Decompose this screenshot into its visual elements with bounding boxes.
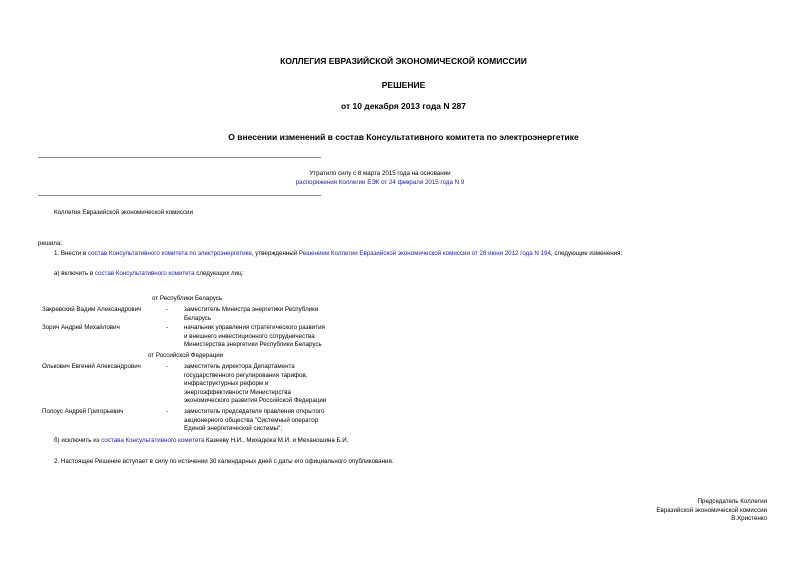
committee-composition-link-b[interactable]: состава Консультативного комитета	[101, 437, 205, 444]
member-name: Олькович Евгений Александрович	[42, 363, 141, 370]
member-name: Полоус Андрей Григорьевич	[42, 408, 124, 415]
signature-line: Евразийской экономической комиссии	[656, 506, 767, 514]
sub-item-b-prefix: б) исключить из	[54, 437, 102, 444]
sub-item-a-suffix: следующих лиц:	[194, 270, 244, 277]
member-dash: -	[166, 363, 169, 370]
position-line: государственного регулирования тарифов,	[184, 371, 308, 379]
organization-title: КОЛЛЕГИЯ ЕВРАЗИЙСКОЙ ЭКОНОМИЧЕСКОЙ КОМИССИИ	[280, 56, 527, 66]
position-line: Единой энергетической системы";	[184, 425, 282, 433]
status-bottom-divider	[38, 195, 321, 196]
status-repeal-link[interactable]: распоряжения Коллегии ЕЭК от 24 февраля 2015 года N 9	[295, 179, 465, 186]
status-top-divider	[38, 157, 321, 158]
position-line: Министерства энергетики Республики Беларусь	[184, 341, 322, 349]
sub-item-b-suffix: Казееву Н.И., Михадюка М.И. и Механошина Б.И.	[204, 437, 349, 444]
signature-block	[656, 498, 767, 524]
decided-label: решила:	[38, 240, 63, 247]
member-position	[184, 306, 318, 323]
sub-item-b	[54, 437, 348, 446]
member-dash: -	[166, 408, 169, 415]
member-position	[184, 363, 326, 406]
position-line: заместитель директора Департамента	[184, 363, 295, 370]
item-1	[54, 250, 622, 259]
status-text: Утратило силу с 8 марта 2015 года на основании	[309, 170, 451, 177]
item-2: 2. Настоящее Решение вступает в силу по истечении 30 календарных дней с даты его официального опубликования.	[54, 458, 394, 465]
member-dash: -	[166, 324, 169, 331]
document-date-number: от 10 декабря 2013 года N 287	[340, 101, 467, 111]
decision-194-link[interactable]: Решением Коллегии Евразийской экономической комиссии от 28 июня 2012 года N 194	[298, 250, 551, 257]
member-name: Зорич Андрей Михайлович	[42, 324, 120, 331]
position-line: экономического развития Российской Федерации	[184, 397, 327, 405]
position-line: и внешнего инвестиционного сотрудничества	[184, 332, 315, 340]
sub-item-a	[54, 270, 243, 279]
position-line: Беларусь	[184, 314, 212, 322]
member-dash: -	[166, 306, 169, 313]
position-line: инфраструктурных реформ и	[184, 380, 269, 388]
member-position	[184, 408, 325, 434]
position-line: энергоэффективности Министерства	[184, 388, 291, 396]
member-position	[184, 324, 325, 350]
position-line: начальник управления стратегического развития	[184, 324, 325, 331]
position-line: заместитель Министра энергетики Республики	[184, 306, 319, 313]
item-1-middle: , утвержденный	[251, 250, 299, 257]
signature-name: В.Христенко	[731, 515, 767, 523]
country-heading-belarus: от Республики Беларусь	[152, 295, 223, 302]
position-line: заместитель председателя правления открытого	[184, 408, 325, 415]
item-1-prefix: 1. Внести в	[54, 250, 88, 257]
document-type: РЕШЕНИЕ	[381, 80, 426, 90]
item-1-suffix: , следующие изменения:	[550, 250, 623, 257]
document-title: О внесении изменений в состав Консультативного комитета по электроэнергетике	[228, 132, 579, 142]
sub-item-a-prefix: а) включить в	[54, 270, 95, 277]
country-heading-russia: от Российской Федерации	[148, 352, 224, 359]
position-line: акционерного общества "Системный оператор	[184, 416, 319, 424]
signature-line: Председатель Коллегии	[697, 498, 767, 505]
committee-composition-link-a[interactable]: состав Консультативного комитета	[94, 270, 195, 277]
member-name: Закревский Вадим Александрович	[42, 306, 142, 313]
intro-paragraph: Коллегия Евразийской экономической комиссии	[54, 209, 193, 216]
committee-composition-link[interactable]: состав Консультативного комитета по электроэнергетике	[87, 250, 252, 257]
